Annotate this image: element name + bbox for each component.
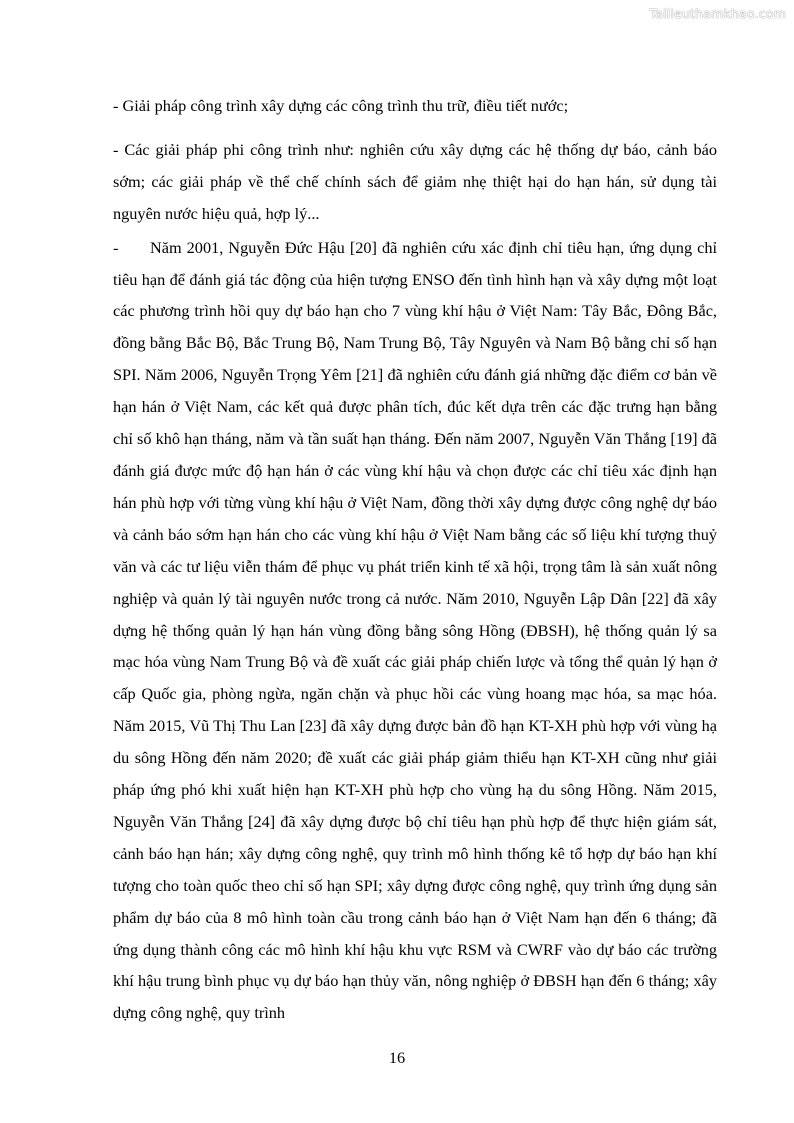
bullet-paragraph-research-history [113, 232, 717, 1030]
paragraph-text: Các giải pháp phi công trình như: nghiên cứu xây dựng các hệ thống dự báo, cảnh báo sớm; các giải pháp về thể chế chính sách để giảm nhẹ thiệt hại do hạn hán, sử dụng tài nguyên nước hiệu quả, hợp lý... [113, 139, 717, 223]
page-number: 16 [388, 1048, 406, 1067]
watermark: Tailieuthamkhao.com [649, 6, 786, 21]
bullet-paragraph-non-structural [113, 134, 717, 230]
document-body [113, 90, 717, 1029]
bullet-dash: - [113, 237, 119, 257]
bullet-dash: - [113, 96, 123, 115]
bullet-dash: - [113, 139, 125, 159]
bullet-paragraph-structural [113, 90, 717, 122]
paragraph-text: Giải pháp công trình xây dựng các công trình thu trữ, điều tiết nước; [122, 96, 569, 115]
paragraph-text: Năm 2001, Nguyễn Đức Hậu [20] đã nghiên cứu xác định chỉ tiêu hạn, ứng dụng chỉ tiêu hạn để đánh giá tác động của hiện tượng ENSO đến tình hình hạn và xây dựng một loạt các phương trình hồi quy dự báo hạn cho 7 vùng khí hậu ở Việt Nam: Tây Bắc, Đông Bắc, đồng bằng Bắc Bộ, Bắc Trung Bộ, Nam Trung Bộ, Tây Nguyên và Nam Bộ bằng chỉ số hạn SPI. Năm 2006, Nguyễn Trọng Yêm [21] đã nghiên cứu đánh giá những đặc điểm cơ bản về hạn hán ở Việt Nam, các kết quả được phân tích, đúc kết dựa trên các đặc trưng hạn bằng chỉ số khô hạn tháng, năm và tần suất hạn tháng. Đến năm 2007, Nguyễn Văn Thắng [19] đã đánh giá được mức độ hạn hán ở các vùng khí hậu và chọn được các chỉ tiêu xác định hạn hán phù hợp với từng vùng khí hậu ở Việt Nam, đồng thời xây dựng được công nghệ dự báo và cảnh báo sớm hạn hán cho các vùng khí hậu ở Việt Nam bằng các số liệu khí tượng thuỷ văn và các tư liệu viễn thám để phục vụ phát triển kinh tế xã hội, trọng tâm là sản xuất nông nghiệp và quản lý tài nguyên nước trong cả nước. Năm 2010, Nguyễn Lập Dân [22] đã xây dựng hệ thống quản lý hạn hán vùng đồng bằng sông Hồng (ĐBSH), hệ thống quản lý sa mạc hóa vùng Nam Trung Bộ và đề xuất các giải pháp chiến lược và tổng thể quản lý hạn ở cấp Quốc gia, phòng ngừa, ngăn chặn và phục hồi các vùng hoang mạc hóa, sa mạc hóa. Năm 2015, Vũ Thị Thu Lan [23] đã xây dựng được bản đồ hạn KT-XH phù hợp với vùng hạ du sông Hồng đến năm 2020; đề xuất các giải pháp giảm thiểu hạn KT-XH cũng như giải pháp ứng phó khi xuất hiện hạn KT-XH phù hợp cho vùng hạ du sông Hồng. Năm 2015, Nguyễn Văn Thắng [24] đã xây dựng được bộ chỉ tiêu hạn phù hợp để thực hiện giám sát, cảnh báo hạn hán; xây dựng công nghệ, quy trình mô hình thống kê tổ hợp dự báo hạn khí tượng cho toàn quốc theo chỉ số hạn SPI; xây dựng được công nghệ, quy trình ứng dụng sản phẩm dự báo của 8 mô hình toàn cầu trong cảnh báo hạn ở Việt Nam hạn đến 6 tháng; đã ứng dụng thành công các mô hình khí hậu khu vực RSM và CWRF vào dự báo các trường khí hậu trung bình phục vụ dự báo hạn thủy văn, nông nghiệp ở ĐBSH hạn đến 6 tháng; xây dựng công nghệ, quy trình [113, 237, 717, 1023]
